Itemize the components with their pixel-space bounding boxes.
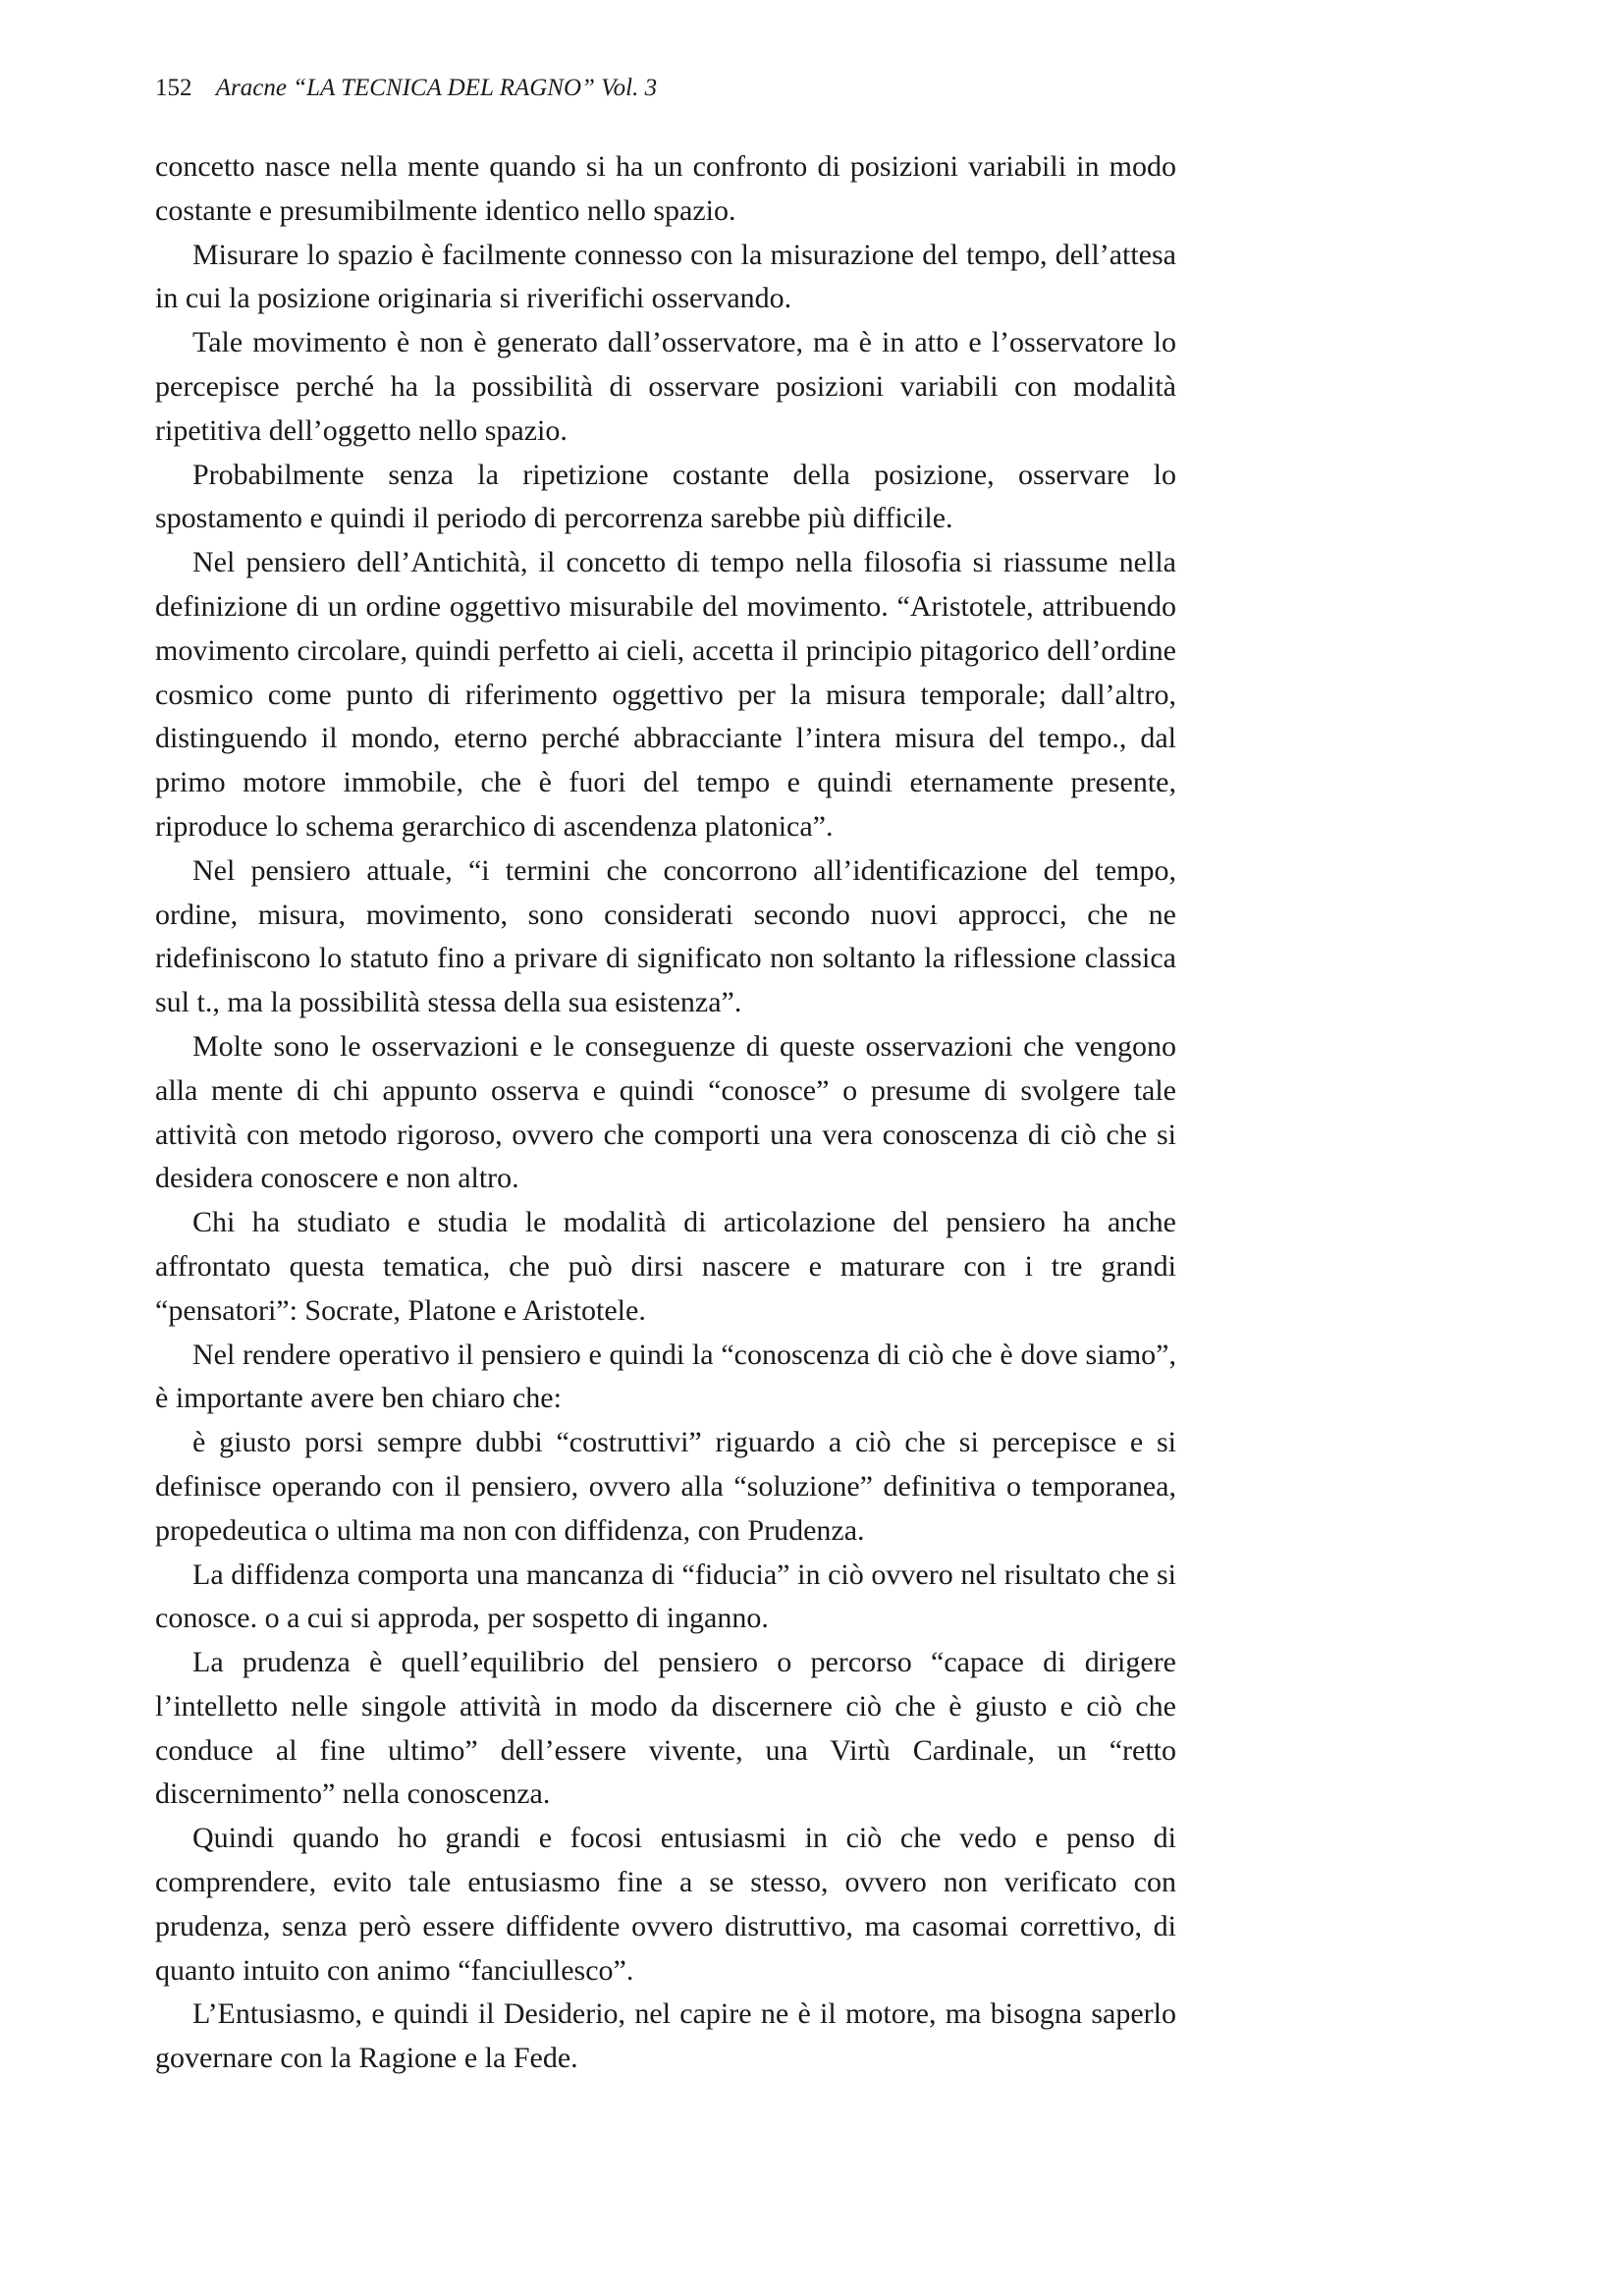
paragraph-7: Molte sono le osservazioni e le conseguenze di queste osservazioni che vengono alla mente di chi appunto osserva e quindi “conosce” o presume di svolgere tale attività con metodo rigoroso, ovvero che comporti una vera conoscenza di ciò che si desidera conoscere e non altro. [155, 1029, 1176, 1195]
paragraph-8: Chi ha studiato e studia le modalità di articolazione del pensiero ha anche affrontato questa tematica, che può dirsi nascere e maturare con i tre grandi “pensatori”: Socrate, Platone e Aristotele. [155, 1206, 1176, 1327]
paragraph-2: Misurare lo spazio è facilmente connesso con la misurazione del tempo, dell’attesa in cui la posizione originaria si riverifichi osservando. [155, 238, 1176, 315]
paragraph-6: Nel pensiero attuale, “i termini che concorrono all’identificazione del tempo, ordine, misura, movimento, sono considerati secondo nuovi approcci, che ne ridefiniscono lo statuto fino a privare di significato non soltanto la riflessione classica sul t., ma la possibilità stessa della sua esistenza”. [155, 853, 1176, 1019]
paragraph-1: concetto nasce nella mente quando si ha un confronto di posizioni variabili in modo costante e presumibilmente identico nello spazio. [155, 150, 1176, 227]
paragraph-14: L’Entusiasmo, e quindi il Desiderio, nel capire ne è il motore, ma bisogna saperlo governare con la Ragione e la Fede. [155, 1997, 1176, 2075]
paragraph-12: La prudenza è quell’equilibrio del pensiero o percorso “capace di dirigere l’intelletto nelle singole attività in modo da discernere ciò che è giusto e ciò che conduce al fine ultimo” dell’essere vivente, una Virtù Cardinale, un “retto discernimento” nella conoscenza. [155, 1646, 1176, 1811]
page-number: 152 [155, 75, 192, 101]
paragraph-3: Tale movimento è non è generato dall’osservatore, ma è in atto e l’osservatore lo percepisce perché ha la possibilità di osservare posizioni variabili con modalità ripetitiva dell’oggetto nello spazio. [155, 326, 1176, 447]
paragraph-5: Nel pensiero dell’Antichità, il concetto di tempo nella filosofia si riassume nella definizione di un ordine oggettivo misurabile del movimento. “Aristotele, attribuendo movimento circolare, quindi perfetto ai cieli, accetta il principio pitagorico dell’ordine cosmico come punto di riferimento oggettivo per la misura temporale; dall’altro, distinguendo il mondo, eterno perché abbracciante l’intera misura del tempo., dal primo motore immobile, che è fuori del tempo e quindi eternamente presente, riproduce lo schema gerarchico di ascendenza platonica”. [155, 546, 1176, 843]
page-header [155, 69, 657, 108]
body-text [155, 145, 1176, 2081]
paragraph-9: Nel rendere operativo il pensiero e quindi la “conoscenza di ciò che è dove siamo”, è importante avere ben chiaro che: [155, 1338, 1176, 1415]
running-title: Aracne “LA TECNICA DEL RAGNO” Vol. 3 [215, 75, 658, 101]
paragraph-4: Probabilmente senza la ripetizione costante della posizione, osservare lo spostamento e quindi il periodo di percorrenza sarebbe più difficile. [155, 458, 1176, 535]
paragraph-10: è giusto porsi sempre dubbi “costruttivi” riguardo a ciò che si percepisce e si definisce operando con il pensiero, ovvero alla “soluzione” definitiva o temporanea, propedeutica o ultima ma non con diffidenza, con Prudenza. [155, 1426, 1176, 1547]
paragraph-13: Quindi quando ho grandi e focosi entusiasmi in ciò che vedo e penso di comprendere, evito tale entusiasmo fine a se stesso, ovvero non verificato con prudenza, senza però essere diffidente ovvero distruttivo, ma casomai correttivo, di quanto intuito con animo “fanciullesco”. [155, 1822, 1176, 1987]
paragraph-11: La diffidenza comporta una mancanza di “fiducia” in ciò ovvero nel risultato che si conosce. o a cui si approda, per sospetto di inganno. [155, 1558, 1176, 1635]
